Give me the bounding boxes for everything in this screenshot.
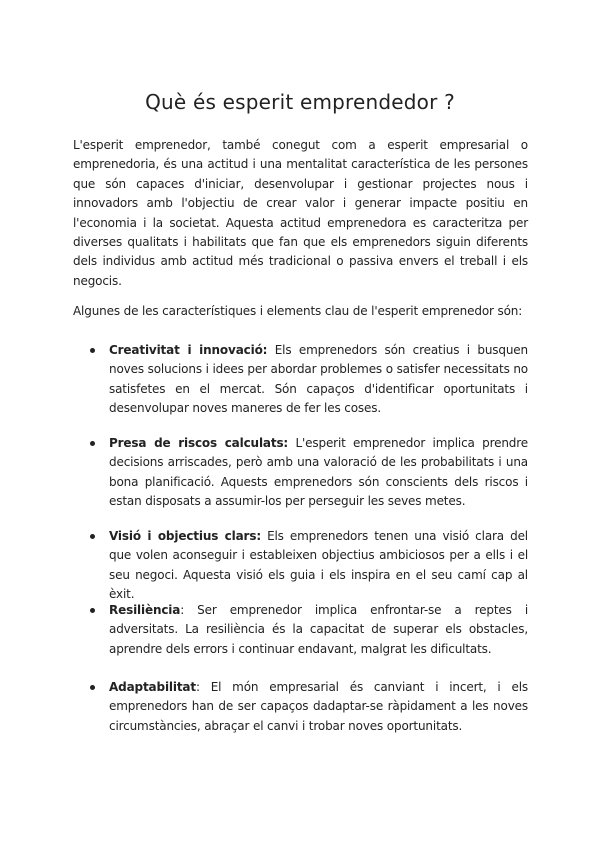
list-item-term: Visió i objectius clars:	[109, 529, 261, 543]
list-item-term: Resiliència	[109, 603, 181, 617]
list-item-text	[109, 434, 528, 512]
bullet-icon	[90, 608, 95, 613]
lead-paragraph: Algunes de les característiques i elements clau de l'esperit emprenedor són:	[73, 304, 523, 318]
page-title: Què és esperit emprendedor ?	[145, 90, 455, 114]
list-item-text	[109, 678, 528, 736]
list-item-term: Presa de riscos calculats:	[109, 436, 289, 450]
list-item-description: L'esperit emprenedor implica prendre decisions arriscades, però amb una valoració de les probabilitats i una bona planificació. Aquests emprenedors són conscients dels riscos i estan disposats a assumir-los per perseguir les seves metes.	[109, 436, 528, 509]
bullet-icon	[90, 441, 95, 446]
list-item-description: : Ser emprenedor implica enfrontar-se a reptes i adversitats. La resiliència és la capacitat de superar els obstacles, aprendre dels errors i continuar endavant, malgrat les dificultats.	[109, 603, 528, 656]
intro-paragraph: L'esperit emprenedor, també conegut com a esperit empresarial o emprenedoria, és una actitud i una mentalitat característica de les persones que són capaces d'iniciar, desenvolupar i gestionar projectes nous i innovadors amb l'objectiu de crear valor i generar impacte positiu en l'economia i la societat. Aquesta actitud emprenedora es caracteritza per diverses qualitats i habilitats que fan que els emprenedors siguin diferents dels individus amb actitud més tradicional o passiva envers el treball i els negocis.	[73, 138, 528, 288]
list-item-text	[109, 601, 528, 659]
list-item-text	[109, 527, 528, 605]
list-item-text	[109, 341, 528, 419]
list-item-description: Els emprenedors tenen una visió clara del que volen aconseguir i estableixen objectius ambiciosos per a ells i el seu negoci. Aquesta visió els guia i els inspira en el seu camí cap al èxit.	[109, 529, 528, 602]
bullet-icon	[90, 534, 95, 539]
bullet-icon	[90, 348, 95, 353]
list-item-description: Els emprenedors són creatius i busquen noves solucions i idees per abordar problemes o satisfer necessitats no satisfetes en el mercat. Són capaços d'identificar oportunitats i desenvolupar noves maneres de fer les coses.	[109, 343, 528, 416]
list-item-term: Adaptabilitat	[109, 680, 196, 694]
bullet-icon	[90, 685, 95, 690]
list-item-term: Creativitat i innovació:	[109, 343, 268, 357]
list-item-description: : El món empresarial és canviant i incert, i els emprenedors han de ser capaços dadaptar-se ràpidament a les noves circumstàncies, abraçar el canvi i trobar noves oportunitats.	[109, 680, 528, 733]
